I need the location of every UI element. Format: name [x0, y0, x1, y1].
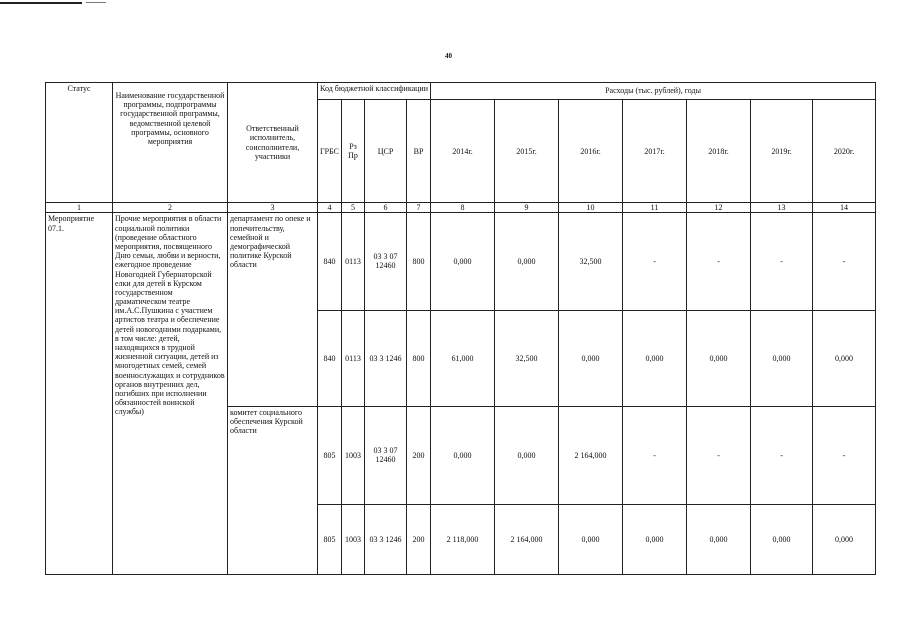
measure-status: Мероприятие 07.1.	[46, 213, 113, 575]
cell-2020: 0,000	[813, 504, 876, 574]
header-year-2020: 2020г.	[813, 100, 876, 203]
cell-2020: 0,000	[813, 310, 876, 406]
header-vr: ВР	[407, 100, 431, 203]
cell-rz-pr: 0113	[342, 310, 365, 406]
header-year-2019: 2019г.	[751, 100, 813, 203]
cell-2017: -	[623, 213, 687, 310]
cell-2019: -	[751, 213, 813, 310]
cell-2019: 0,000	[751, 310, 813, 406]
cell-2016: 32,500	[559, 213, 623, 310]
cell-2015: 0,000	[495, 213, 559, 310]
cell-2019: -	[751, 406, 813, 504]
col-number: 5	[342, 203, 365, 213]
col-number: 2	[113, 203, 228, 213]
col-number: 7	[407, 203, 431, 213]
executor-department: департамент по опеке и попечительству, семейной и демографической политике Курской области	[228, 213, 318, 406]
cell-2020: -	[813, 406, 876, 504]
page-number: 40	[445, 52, 452, 60]
cell-csr: 03 3 07 12460	[365, 213, 407, 310]
table-row	[46, 213, 876, 310]
header-expenses: Расходы (тыс. рублей), годы	[431, 83, 876, 100]
cell-2015: 0,000	[495, 406, 559, 504]
column-number-row	[46, 203, 876, 213]
cell-2018: -	[687, 406, 751, 504]
col-number: 6	[365, 203, 407, 213]
col-number: 12	[687, 203, 751, 213]
header-csr: ЦСР	[365, 100, 407, 203]
header-executor: Ответственный исполнитель, соисполнители, участники	[228, 83, 318, 203]
col-number: 13	[751, 203, 813, 213]
col-number: 9	[495, 203, 559, 213]
cell-rz-pr: 0113	[342, 213, 365, 310]
executor-committee: комитет социального обеспечения Курской области	[228, 406, 318, 574]
cell-2018: -	[687, 213, 751, 310]
cell-csr: 03 3 1246	[365, 310, 407, 406]
col-number: 10	[559, 203, 623, 213]
col-number: 1	[46, 203, 113, 213]
cell-2014: 61,000	[431, 310, 495, 406]
cell-2015: 32,500	[495, 310, 559, 406]
col-number: 8	[431, 203, 495, 213]
cell-grbs: 840	[318, 213, 342, 310]
cell-vr: 200	[407, 504, 431, 574]
cell-2014: 0,000	[431, 406, 495, 504]
header-budget-code: Код бюджетной классификации	[318, 83, 431, 100]
cell-2016: 0,000	[559, 310, 623, 406]
cell-vr: 800	[407, 213, 431, 310]
col-number: 11	[623, 203, 687, 213]
budget-table	[45, 82, 876, 575]
cell-2019: 0,000	[751, 504, 813, 574]
corner-line-short	[86, 2, 106, 3]
header-year-2014: 2014г.	[431, 100, 495, 203]
cell-2014: 0,000	[431, 213, 495, 310]
header-year-2018: 2018г.	[687, 100, 751, 203]
cell-rz-pr: 1003	[342, 406, 365, 504]
header-status: Статус	[46, 83, 113, 203]
header-year-2016: 2016г.	[559, 100, 623, 203]
cell-2016: 0,000	[559, 504, 623, 574]
col-number: 4	[318, 203, 342, 213]
cell-grbs: 805	[318, 406, 342, 504]
cell-rz-pr: 1003	[342, 504, 365, 574]
col-number: 14	[813, 203, 876, 213]
cell-2017: 0,000	[623, 504, 687, 574]
header-name: Наименование государственной программы, подпрограммы государственной программы, ведомственной целевой программы, основного мероприятия	[113, 83, 228, 203]
cell-grbs: 840	[318, 310, 342, 406]
header-year-2017: 2017г.	[623, 100, 687, 203]
col-number: 3	[228, 203, 318, 213]
cell-csr: 03 3 07 12460	[365, 406, 407, 504]
cell-2016: 2 164,000	[559, 406, 623, 504]
header-year-2015: 2015г.	[495, 100, 559, 203]
header-rz-pr: Рз Пр	[342, 100, 365, 203]
measure-name: Прочие мероприятия в области социальной политики (проведение областного мероприятия, посвященного Дню семьи, любви и верности, ежегодное проведение Новогодней Губернаторской елки для детей в Курском государственном драматическом театре им.А.С.Пушкина с участием артистов театра и обеспечение детей новогодними подарками, в том числе: детей, находящихся в трудной жизненной ситуации, детей из многодетных семей, семей военнослужащих и сотрудников органов внутренних дел, погибших при исполнении обязанностей воинской службы)	[113, 213, 228, 575]
corner-line	[0, 2, 82, 4]
cell-2014: 2 118,000	[431, 504, 495, 574]
cell-2017: -	[623, 406, 687, 504]
cell-grbs: 805	[318, 504, 342, 574]
cell-2018: 0,000	[687, 310, 751, 406]
header-grbs: ГРБС	[318, 100, 342, 203]
cell-2017: 0,000	[623, 310, 687, 406]
cell-2020: -	[813, 213, 876, 310]
cell-vr: 200	[407, 406, 431, 504]
cell-vr: 800	[407, 310, 431, 406]
cell-csr: 03 3 1246	[365, 504, 407, 574]
cell-2018: 0,000	[687, 504, 751, 574]
cell-2015: 2 164,000	[495, 504, 559, 574]
